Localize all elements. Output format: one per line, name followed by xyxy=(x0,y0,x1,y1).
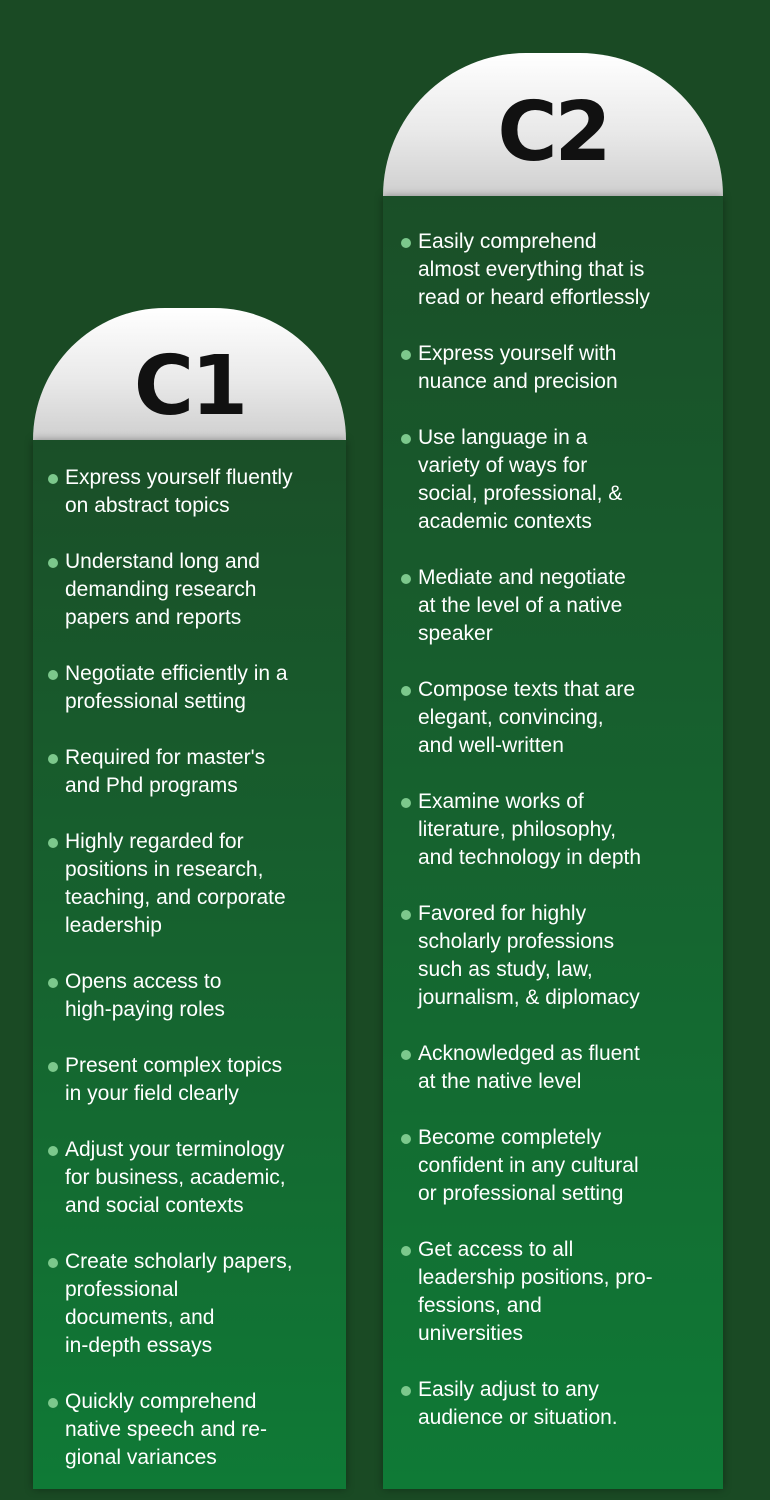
bullet-icon xyxy=(401,574,411,584)
card-title-c2: C2 xyxy=(497,85,609,180)
list-item-text: Express yourself with nuance and precision xyxy=(418,342,618,393)
bullet-icon xyxy=(401,1246,411,1256)
bullet-icon xyxy=(48,1398,58,1408)
list-item xyxy=(383,564,723,648)
list-item xyxy=(383,1236,723,1348)
list-item xyxy=(383,424,723,536)
list-item xyxy=(33,828,346,940)
list-item-text: Easily adjust to any audience or situation. xyxy=(418,1378,618,1429)
bullet-icon xyxy=(48,558,58,568)
bullet-icon xyxy=(401,434,411,444)
card-title-c1: C1 xyxy=(133,339,246,434)
list-item-text: Easily comprehend almost everything that is read or heard effortlessly xyxy=(418,230,650,309)
list-item xyxy=(383,1040,723,1096)
list-item xyxy=(33,1388,346,1472)
feature-list-c2 xyxy=(383,228,723,1460)
bullet-icon xyxy=(401,1050,411,1060)
list-item xyxy=(383,900,723,1012)
list-item xyxy=(33,968,346,1024)
bullet-icon xyxy=(401,1386,411,1396)
list-item xyxy=(33,744,346,800)
list-item-text: Compose texts that are elegant, convincing, and well-written xyxy=(418,678,636,757)
list-item-text: Present complex topics in your field clearly xyxy=(65,1054,283,1105)
list-item-text: Express yourself fluently on abstract topics xyxy=(65,466,293,517)
list-item-text: Use language in a variety of ways for social, professional, & academic contexts xyxy=(418,426,623,533)
list-item-text: Quickly comprehend native speech and re- gional variances xyxy=(65,1390,267,1469)
list-item-text: Negotiate efficiently in a professional setting xyxy=(65,662,288,713)
list-item xyxy=(33,1136,346,1220)
list-item-text: Mediate and negotiate at the level of a native speaker xyxy=(418,566,626,645)
bullet-icon xyxy=(48,1146,58,1156)
bullet-icon xyxy=(401,910,411,920)
list-item xyxy=(383,340,723,396)
list-item-text: Adjust your terminology for business, academic, and social contexts xyxy=(65,1138,286,1217)
list-item-text: Become completely confident in any cultural or professional setting xyxy=(418,1126,639,1205)
list-item-text: Acknowledged as fluent at the native level xyxy=(418,1042,640,1093)
list-item xyxy=(383,1124,723,1208)
card-body-c2 xyxy=(383,196,723,1489)
bullet-icon xyxy=(401,238,411,248)
list-item-text: Get access to all leadership positions, pro- fessions, and universities xyxy=(418,1238,653,1345)
list-item-text: Examine works of literature, philosophy, and technology in depth xyxy=(418,790,642,869)
list-item-text: Required for master's and Phd programs xyxy=(65,746,266,797)
level-card-c2 xyxy=(383,53,723,1489)
card-body-c1 xyxy=(33,440,346,1489)
list-item xyxy=(383,1376,723,1432)
bullet-icon xyxy=(48,1258,58,1268)
list-item-text: Highly regarded for positions in research, teaching, and corporate leadership xyxy=(65,830,286,937)
bullet-icon xyxy=(401,1134,411,1144)
card-header-c1 xyxy=(33,308,346,440)
bullet-icon xyxy=(401,350,411,360)
bullet-icon xyxy=(48,754,58,764)
card-header-c2 xyxy=(383,53,723,196)
bullet-icon xyxy=(401,686,411,696)
list-item-text: Understand long and demanding research papers and reports xyxy=(65,550,260,629)
list-item xyxy=(33,1248,346,1360)
list-item-text: Create scholarly papers, professional documents, and in-depth essays xyxy=(65,1250,293,1357)
bullet-icon xyxy=(48,838,58,848)
bullet-icon xyxy=(48,670,58,680)
list-item-text: Opens access to high-paying roles xyxy=(65,970,225,1021)
list-item xyxy=(33,1052,346,1108)
feature-list-c1 xyxy=(33,464,346,1500)
list-item-text: Favored for highly scholarly professions such as study, law, journalism, & diplomacy xyxy=(418,902,640,1009)
list-item xyxy=(383,228,723,312)
list-item xyxy=(383,788,723,872)
list-item xyxy=(33,464,346,520)
bullet-icon xyxy=(48,978,58,988)
list-item xyxy=(33,660,346,716)
bullet-icon xyxy=(48,474,58,484)
bullet-icon xyxy=(48,1062,58,1072)
level-card-c1 xyxy=(33,308,346,1489)
list-item xyxy=(33,548,346,632)
bullet-icon xyxy=(401,798,411,808)
list-item xyxy=(383,676,723,760)
